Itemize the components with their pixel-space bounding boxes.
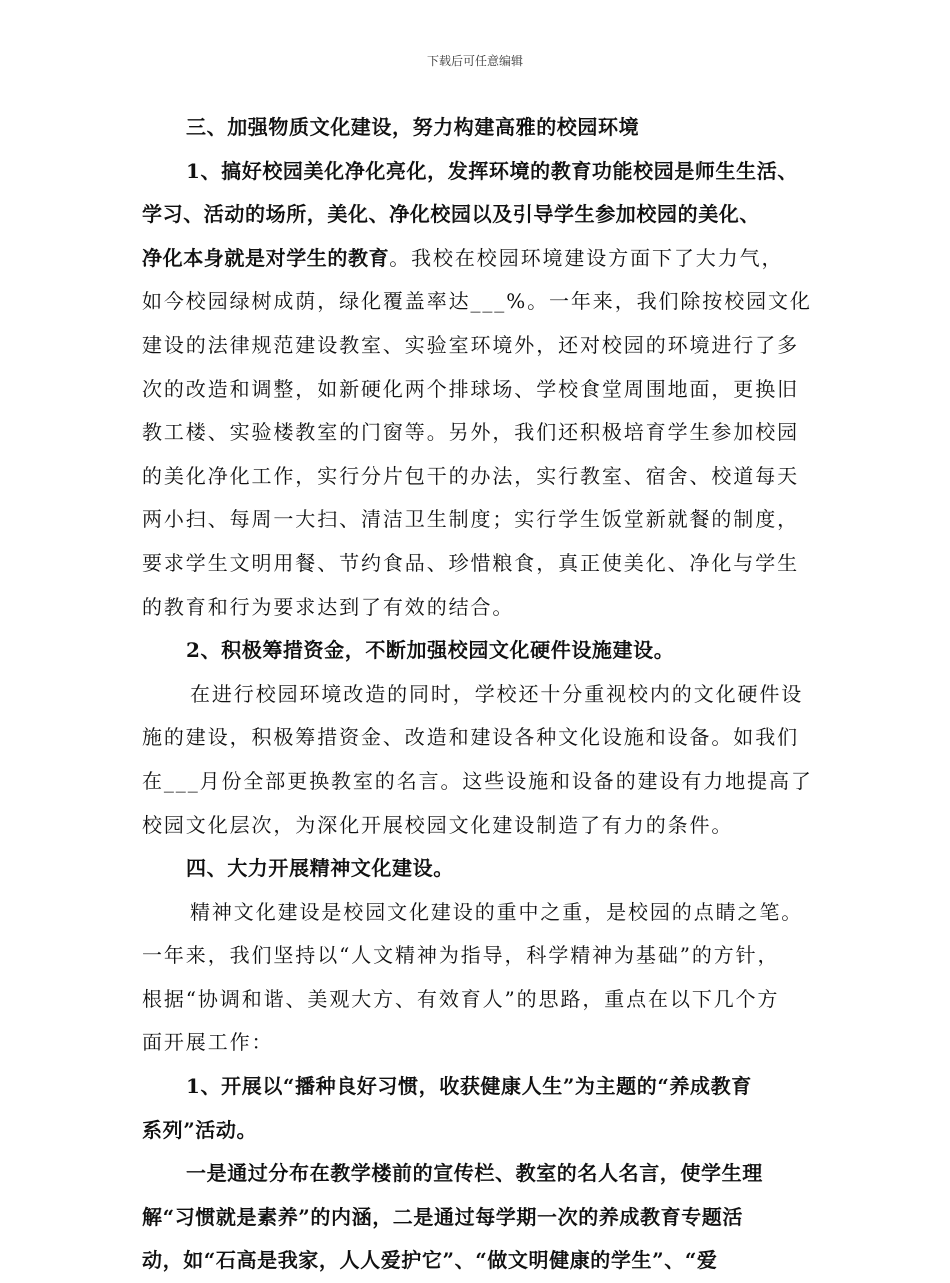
section-heading-3: 三、加强物质文化建设，努力构建高雅的校园环境 [186,115,640,139]
section-heading-4: 四、大力开展精神文化建设。 [186,856,454,881]
normal-phrase: 。我校在校园环境建设方面下了大力气， [389,245,784,270]
paragraph-line: 解“习惯就是素养”的内涵，二是通过每学期一次的养成教育专题活 [142,1204,744,1229]
paragraph-line: 面开展工作： [142,1030,274,1055]
paragraph-line: 在进行校园环境改造的同时，学校还十分重视校内的文化硬件设 [190,681,804,706]
paragraph-line: 要求学生文明用餐、节约食品、珍惜粮食，真正使美化、净化与学生 [142,550,799,575]
paragraph-line: 精神文化建设是校园文化建设的重中之重，是校园的点睛之笔。 [190,899,804,924]
subheading-activity-1: 1、开展以“播种良好习惯，收获健康人生”为主题的“养成教育 [186,1074,752,1099]
paragraph-line: 两小扫、每周一大扫、清洁卫生制度；实行学生饭堂新就餐的制度， [142,507,799,532]
paragraph-line: 次的改造和调整，如新硬化两个排球场、学校食堂周围地面，更换旧 [142,376,799,401]
paragraph-line: 在___月份全部更换教室的名言。这些设施和设备的建设有力地提高了 [142,768,813,793]
paragraph-line: 学习、活动的场所，美化、净化校园以及引导学生参加校园的美化、 [142,202,760,227]
paragraph-line: 一是通过分布在教学楼前的宣传栏、教室的名人名言，使学生理 [186,1161,763,1186]
paragraph-line: 动，如“石高是我家，人人爱护它”、“做文明健康的学生”、“爱 [142,1248,718,1273]
paragraph-line: 的美化净化工作，实行分片包干的办法，实行教室、宿舍、校道每天 [142,463,799,488]
paragraph-line: 施的建设，积极筹措资金、改造和建设各种文化设施和设备。如我们 [142,725,799,750]
paragraph-line: 的教育和行为要求达到了有效的结合。 [142,594,515,619]
paragraph-line: 校园文化层次，为深化开展校园文化建设制造了有力的条件。 [142,812,734,837]
subheading-2: 2、积极筹措资金，不断加强校园文化硬件设施建设。 [186,638,675,663]
paragraph-line: 系列”活动。 [142,1117,258,1142]
paragraph-line: 根据“协调和谐、美观大方、有效育人”的思路，重点在以下几个方 [142,986,780,1011]
paragraph-line: 如今校园绿树成荫，绿化覆盖率达___%。一年来，我们除按校园文化 [142,289,812,314]
page-header: 下载后可任意编辑 [426,54,523,68]
paragraph-line: 建设的法律规范建设教室、实验室环境外，还对校园的环境进行了多 [142,332,799,357]
document-body [142,106,822,1283]
subheading-1: 1、搞好校园美化净化亮化，发挥环境的教育功能校园是师生生活、 [186,158,798,183]
paragraph-line [142,237,822,281]
paragraph-line: 一年来，我们坚持以“人文精神为指导，科学精神为基础”的方针， [142,943,780,968]
bold-phrase: 净化本身就是对学生的教育 [142,245,390,270]
paragraph-line: 教工楼、实验楼教室的门窗等。另外，我们还积极培育学生参加校园 [142,420,799,445]
